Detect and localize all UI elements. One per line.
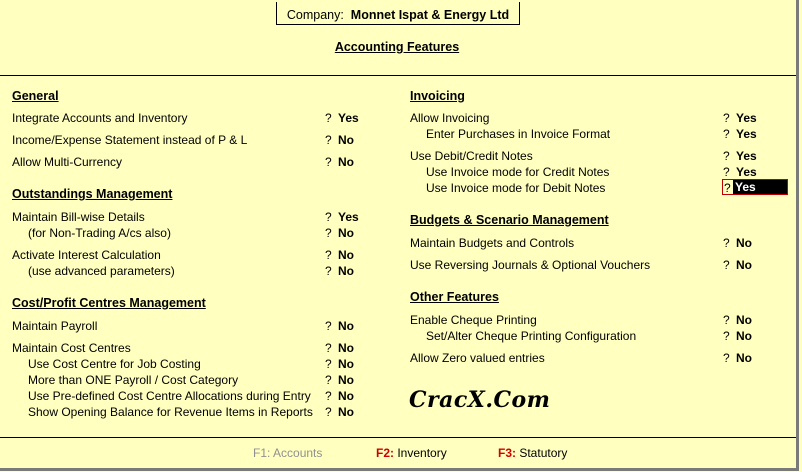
- q-mark: ?: [723, 258, 730, 272]
- value-interest[interactable]: No: [338, 248, 354, 262]
- q-mark: ?: [325, 341, 332, 355]
- q-mark: ?: [325, 155, 332, 169]
- f1-key: F1:: [253, 446, 271, 460]
- q-mark: ?: [325, 210, 332, 224]
- q-mark: ?: [723, 127, 730, 141]
- q-mark: ?: [325, 133, 332, 147]
- section-general: General: [12, 89, 59, 103]
- row-label-reversing-journals[interactable]: Use Reversing Journals & Optional Vouchers: [410, 258, 651, 272]
- company-box: [276, 2, 520, 25]
- value-opening-balance[interactable]: No: [338, 405, 354, 419]
- q-mark: ?: [325, 357, 332, 371]
- f3-key: F3:: [498, 446, 516, 460]
- row-label-interest[interactable]: Activate Interest Calculation: [12, 248, 161, 262]
- value-budgets[interactable]: No: [736, 236, 752, 250]
- value-payroll[interactable]: No: [338, 319, 354, 333]
- section-budgets: Budgets & Scenario Management: [410, 213, 609, 227]
- top-divider: [0, 75, 796, 76]
- row-label-multi-currency[interactable]: Allow Multi-Currency: [12, 155, 123, 169]
- value-cheque-config[interactable]: No: [736, 329, 752, 343]
- q-mark: ?: [325, 373, 332, 387]
- q-mark: ?: [723, 165, 730, 179]
- value-non-trading[interactable]: No: [338, 226, 354, 240]
- value-income-expense[interactable]: No: [338, 133, 354, 147]
- q-mark: ?: [723, 111, 730, 125]
- row-label-cheque-config[interactable]: Set/Alter Cheque Printing Configuration: [426, 329, 637, 343]
- value-multi-currency[interactable]: No: [338, 155, 354, 169]
- footer-f2[interactable]: [376, 446, 447, 460]
- section-cost-centres: Cost/Profit Centres Management: [12, 296, 206, 310]
- q-mark: ?: [325, 248, 332, 262]
- q-mark: ?: [723, 351, 730, 365]
- row-label-cost-centres[interactable]: Maintain Cost Centres: [12, 341, 131, 355]
- row-label-advanced-params[interactable]: (use advanced parameters): [28, 264, 175, 278]
- company-line: [277, 8, 519, 22]
- row-label-credit-notes-invoice[interactable]: Use Invoice mode for Credit Notes: [426, 165, 610, 179]
- company-prefix: Company:: [286, 8, 344, 22]
- value-debit-credit-notes[interactable]: Yes: [736, 149, 757, 163]
- row-label-budgets[interactable]: Maintain Budgets and Controls: [410, 236, 575, 250]
- row-label-opening-balance[interactable]: Show Opening Balance for Revenue Items in Reports: [28, 405, 313, 419]
- value-zero-valued[interactable]: No: [736, 351, 752, 365]
- q-mark: ?: [723, 329, 730, 343]
- row-label-predefined-allocations[interactable]: Use Pre-defined Cost Centre Allocations during Entry: [28, 389, 311, 403]
- value-allow-invoicing[interactable]: Yes: [736, 111, 757, 125]
- row-label-purchases-invoice[interactable]: Enter Purchases in Invoice Format: [426, 127, 611, 141]
- q-mark: ?: [724, 181, 731, 195]
- footer-f1[interactable]: [253, 446, 322, 460]
- value-bill-wise[interactable]: Yes: [338, 210, 359, 224]
- f2-label: Inventory: [397, 446, 447, 460]
- value-credit-notes-invoice[interactable]: Yes: [736, 165, 757, 179]
- bottom-divider: [0, 437, 796, 438]
- q-mark: ?: [325, 319, 332, 333]
- value-reversing-journals[interactable]: No: [736, 258, 752, 272]
- value-cheque-printing[interactable]: No: [736, 313, 752, 327]
- value-purchases-invoice[interactable]: Yes: [736, 127, 757, 141]
- value-debit-notes-invoice-selected[interactable]: Yes: [733, 180, 787, 194]
- q-mark: ?: [325, 111, 332, 125]
- q-mark: ?: [723, 236, 730, 250]
- row-label-income-expense[interactable]: Income/Expense Statement instead of P & L: [12, 133, 248, 147]
- value-cost-centres[interactable]: No: [338, 341, 354, 355]
- f1-label: Accounts: [273, 446, 323, 460]
- watermark-text: CracX.Com: [409, 387, 551, 413]
- row-label-allow-invoicing[interactable]: Allow Invoicing: [410, 111, 490, 125]
- section-invoicing: Invoicing: [410, 89, 465, 103]
- q-mark: ?: [325, 405, 332, 419]
- value-job-costing[interactable]: No: [338, 357, 354, 371]
- company-name: Monnet Ispat & Energy Ltd: [350, 8, 510, 22]
- value-integrate[interactable]: Yes: [338, 111, 359, 125]
- row-label-integrate[interactable]: Integrate Accounts and Inventory: [12, 111, 188, 125]
- f2-key: F2:: [376, 446, 394, 460]
- row-label-payroll-category[interactable]: More than ONE Payroll / Cost Category: [28, 373, 239, 387]
- q-mark: ?: [723, 149, 730, 163]
- q-mark: ?: [325, 389, 332, 403]
- footer-f3[interactable]: [498, 446, 567, 460]
- row-label-debit-notes-invoice[interactable]: Use Invoice mode for Debit Notes: [426, 181, 606, 195]
- q-mark: ?: [325, 264, 332, 278]
- f3-label: Statutory: [519, 446, 568, 460]
- value-payroll-category[interactable]: No: [338, 373, 354, 387]
- section-outstandings: Outstandings Management: [12, 187, 173, 201]
- row-label-payroll[interactable]: Maintain Payroll: [12, 319, 98, 333]
- value-predefined-allocations[interactable]: No: [338, 389, 354, 403]
- q-mark: ?: [723, 313, 730, 327]
- value-advanced-params[interactable]: No: [338, 264, 354, 278]
- row-label-cheque-printing[interactable]: Enable Cheque Printing: [410, 313, 537, 327]
- row-label-zero-valued[interactable]: Allow Zero valued entries: [410, 351, 545, 365]
- section-other-features: Other Features: [410, 290, 499, 304]
- row-label-debit-credit-notes[interactable]: Use Debit/Credit Notes: [410, 149, 533, 163]
- row-label-job-costing[interactable]: Use Cost Centre for Job Costing: [28, 357, 201, 371]
- page-title: Accounting Features: [334, 40, 460, 54]
- row-label-bill-wise[interactable]: Maintain Bill-wise Details: [12, 210, 145, 224]
- q-mark: ?: [325, 226, 332, 240]
- row-label-non-trading[interactable]: (for Non-Trading A/cs also): [28, 226, 171, 240]
